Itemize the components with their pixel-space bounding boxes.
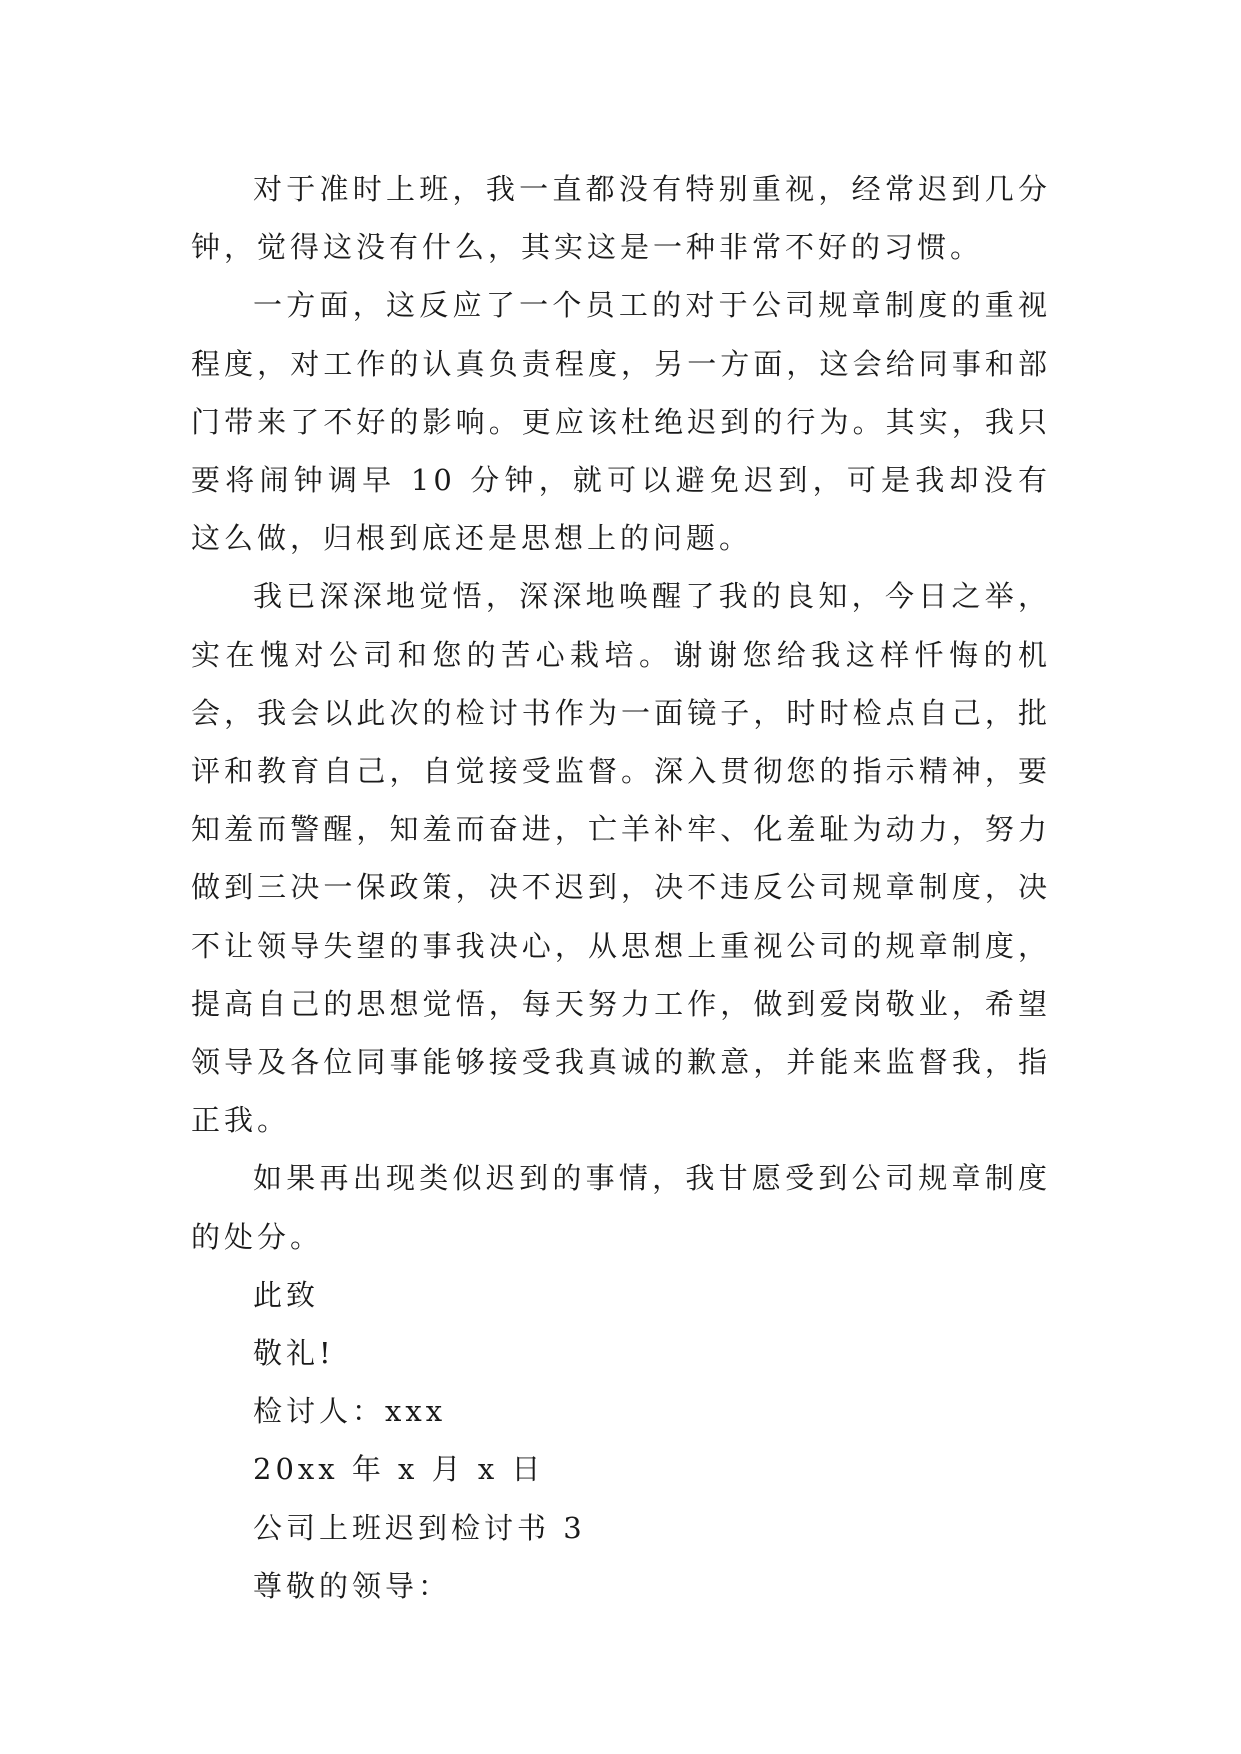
closing-line: 此致 <box>253 1277 320 1312</box>
body-paragraph-3: 我已深深地觉悟，深深地唤醒了我的良知，今日之举，实在愧对公司和您的苦心栽培。谢谢您给我这样忏悔的机会，我会以此次的检讨书作为一面镜子，时时检点自己，批评和教育自己，自觉接受监督。深入贯彻您的指示精神，要知羞而警醒，知羞而奋进，亡羊补牢、化羞耻为动力，努力做到三决一保政策，决不迟到，决不违反公司规章制度，决不让领导失望的事我决心，从思想上重视公司的规章制度，提高自己的思想觉悟，每天努力工作，做到爱岗敬业，希望领导及各位同事能够接受我真诚的歉意，并能来监督我，指正我。 <box>191 579 1051 1138</box>
signer-line: 检讨人：xxx <box>253 1394 447 1429</box>
next-section-title: 公司上班迟到检讨书 3 <box>253 1510 586 1545</box>
body-paragraph-2: 一方面，这反应了一个员工的对于公司规章制度的重视程度，对工作的认真负责程度，另一方面，这会给同事和部门带来了不好的影响。更应该杜绝迟到的行为。其实，我只要将闹钟调早 10 分钟，就可以避免迟到，可是我却没有这么做，归根到底还是思想上的问题。 <box>191 288 1051 556</box>
body-paragraph-4: 如果再出现类似迟到的事情，我甘愿受到公司规章制度的处分。 <box>191 1161 1051 1254</box>
next-section-greeting: 尊敬的领导： <box>253 1568 452 1603</box>
date-line: 20xx 年 x 月 x 日 <box>253 1452 545 1487</box>
salute-line: 敬礼! <box>253 1336 335 1371</box>
body-paragraph-1: 对于准时上班，我一直都没有特别重视，经常迟到几分钟，觉得这没有什么，其实这是一种非常不好的习惯。 <box>191 172 1051 265</box>
document-page <box>191 160 1051 1615</box>
